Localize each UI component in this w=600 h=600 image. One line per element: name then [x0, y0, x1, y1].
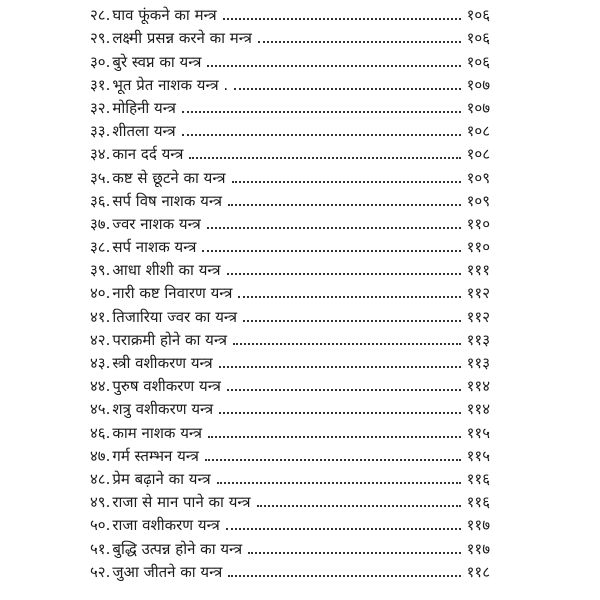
toc-entry-title: लक्ष्मी प्रसन्न करने का मन्त्र: [112, 29, 252, 48]
toc-entry: [90, 513, 490, 536]
dot-leader: [228, 204, 461, 206]
toc-entry-page-number: ११२: [466, 284, 490, 303]
toc-entry: [90, 258, 490, 281]
dot-leader: [202, 250, 460, 252]
toc-entry-page-number: ११५: [466, 423, 490, 442]
toc-entry-page-number: ११६: [466, 469, 490, 488]
toc-entry-number: ३५.: [90, 168, 111, 187]
dot-leader: [234, 88, 460, 90]
toc-entry-title: आधा शीशी का यन्त्र: [112, 261, 221, 280]
dot-leader: [232, 181, 461, 183]
toc-entry: [90, 420, 490, 443]
toc-entry-number: ४०.: [90, 284, 111, 303]
toc-entry-page-number: ११४: [466, 377, 490, 396]
toc-entry: [90, 536, 490, 559]
toc-entry: [90, 490, 490, 513]
toc-entry-page-number: ११२: [466, 307, 490, 326]
toc-entry-number: ३१.: [90, 75, 111, 94]
toc-entry-title: शत्रु वशीकरण यन्त्र: [112, 400, 214, 419]
toc-entry-page-number: १०६: [466, 29, 490, 48]
dot-leader: [228, 575, 460, 577]
toc-entry-page-number: ११७: [466, 516, 490, 535]
toc-entry-title: गर्म स्तम्भन यन्त्र: [112, 446, 199, 465]
toc-entry-page-number: ११७: [466, 539, 490, 558]
toc-entry-number: ५१.: [90, 539, 111, 558]
dot-leader: [243, 320, 461, 322]
toc-entry: [90, 304, 490, 327]
toc-entry-number: ३६.: [90, 191, 111, 210]
toc-entry-page-number: १०८: [466, 145, 490, 164]
toc-entry-page-number: १०६: [466, 52, 490, 71]
dot-leader: [227, 273, 461, 275]
toc-entry-title: पराक्रमी होने का यन्त्र: [112, 330, 228, 349]
toc-entry-number: ३७.: [90, 214, 111, 233]
toc-entry-title: जुआ जीतने का यन्त्र: [112, 562, 223, 581]
toc-entry-number: ३४.: [90, 145, 111, 164]
toc-entry-page-number: १०६: [466, 6, 490, 25]
toc-entry: [90, 119, 490, 142]
toc-entry: [90, 26, 490, 49]
toc-entry: [90, 189, 490, 212]
toc-entry-title: भूत प्रेत नाशक यन्त्र .: [112, 75, 229, 94]
toc-entry-title: काम नाशक यन्त्र: [112, 423, 203, 442]
dot-leader: [217, 482, 461, 484]
toc-entry: [90, 374, 490, 397]
dot-leader: [226, 528, 461, 530]
toc-entry-title: स्त्री वशीकरण यन्त्र: [112, 354, 213, 372]
dot-leader: [258, 41, 461, 43]
dot-leader: [207, 227, 461, 229]
toc-entry-number: ४९.: [90, 493, 111, 512]
dot-leader: [238, 296, 460, 298]
toc-entry-number: ४४.: [90, 377, 111, 396]
toc-entry: [90, 73, 490, 96]
toc-entry-title: घाव फूंकने का मन्त्र: [112, 6, 217, 25]
toc-entry-number: ३३.: [90, 122, 111, 141]
toc-entry-title: मोहिनी यन्त्र: [112, 98, 176, 117]
dot-leader: [205, 459, 461, 461]
toc-entry-number: ३८.: [90, 238, 111, 257]
toc-entry-page-number: ११३: [466, 354, 490, 372]
toc-entry-page-number: ११६: [466, 493, 490, 512]
toc-entry-number: २८.: [90, 6, 111, 25]
toc-entry-number: ३०.: [90, 52, 111, 71]
toc-entry-page-number: ११०: [466, 238, 490, 257]
dot-leader: [182, 134, 461, 136]
toc-entry-page-number: १०७: [466, 98, 490, 117]
toc-entry: [90, 351, 490, 374]
toc-entry-title: कष्ट से छूटने का यन्त्र: [112, 168, 226, 187]
toc-entry-page-number: ११५: [466, 446, 490, 465]
toc-entry: [90, 3, 490, 26]
toc-entry: [90, 397, 490, 420]
toc-entry-number: ३९.: [90, 261, 111, 280]
toc-entry-number: ५२.: [90, 562, 111, 581]
toc-entry-title: शीतला यन्त्र: [112, 122, 176, 141]
toc-entry-title: सर्प नाशक यन्त्र: [112, 238, 197, 257]
toc-entry-title: राजा से मान पाने का यन्त्र: [112, 493, 251, 512]
toc-entry-number: ३२.: [90, 98, 111, 117]
toc-entry: [90, 235, 490, 258]
toc-entry-page-number: १०७: [466, 75, 490, 94]
toc-entry-page-number: ११०: [466, 214, 490, 233]
toc-entry: [90, 281, 490, 304]
toc-entry-number: ४५.: [90, 400, 111, 419]
toc-entry-page-number: ११४: [466, 400, 490, 419]
toc-entry-title: तिजारिया ज्वर का यन्त्र: [112, 307, 238, 326]
dot-leader: [248, 552, 460, 554]
dot-leader: [219, 412, 460, 414]
dot-leader: [233, 343, 461, 345]
toc-entry: [90, 560, 490, 583]
toc-entry-page-number: १०८: [466, 122, 490, 141]
toc-entry-number: ४३.: [90, 354, 111, 372]
toc-entry-page-number: ११३: [466, 330, 490, 349]
toc-entry: [90, 49, 490, 72]
dot-leader: [227, 389, 461, 391]
toc-entry-title: बुरे स्वप्न का यन्त्र: [112, 52, 202, 71]
dot-leader: [219, 366, 461, 368]
toc-entry-number: ४२.: [90, 330, 111, 349]
toc-entry-number: ५०.: [90, 516, 111, 535]
toc-entry: [90, 467, 490, 490]
toc-entry-title: ज्वर नाशक यन्त्र: [112, 214, 201, 233]
toc-list: [0, 3, 600, 583]
toc-entry: [90, 96, 490, 119]
toc-entry-page-number: ११८: [466, 562, 490, 581]
toc-entry-number: ४७.: [90, 446, 111, 465]
toc-entry-title: नारी कष्ट निवारण यन्त्र: [112, 284, 233, 303]
toc-entry-number: ४८.: [90, 469, 111, 488]
toc-entry-title: सर्प विष नाशक यन्त्र: [112, 191, 223, 210]
toc-entry-page-number: १११: [466, 261, 490, 280]
toc-entry: [90, 165, 490, 188]
toc-entry-title: बुद्धि उत्पन्न होने का यन्त्र: [112, 539, 243, 558]
dot-leader: [208, 436, 461, 438]
toc-entry-title: प्रेम बढ़ाने का यन्त्र: [112, 469, 211, 488]
dot-leader: [182, 111, 461, 113]
toc-entry-title: राजा वशीकरण यन्त्र: [112, 516, 220, 535]
dot-leader: [189, 157, 460, 159]
toc-entry-number: ४१.: [90, 307, 111, 326]
toc-entry: [90, 142, 490, 165]
toc-entry-page-number: १०९: [466, 168, 490, 187]
dot-leader: [257, 505, 461, 507]
dot-leader: [223, 18, 461, 20]
toc-entry-number: ४६.: [90, 423, 111, 442]
toc-entry: [90, 212, 490, 235]
toc-entry: [90, 444, 490, 467]
toc-entry-number: २९.: [90, 29, 111, 48]
toc-entry-title: पुरुष वशीकरण यन्त्र: [112, 377, 221, 396]
toc-entry-page-number: १०९: [466, 191, 490, 210]
toc-entry-title: कान दर्द यन्त्र: [112, 145, 184, 164]
toc-entry: [90, 328, 490, 351]
dot-leader: [207, 65, 460, 67]
